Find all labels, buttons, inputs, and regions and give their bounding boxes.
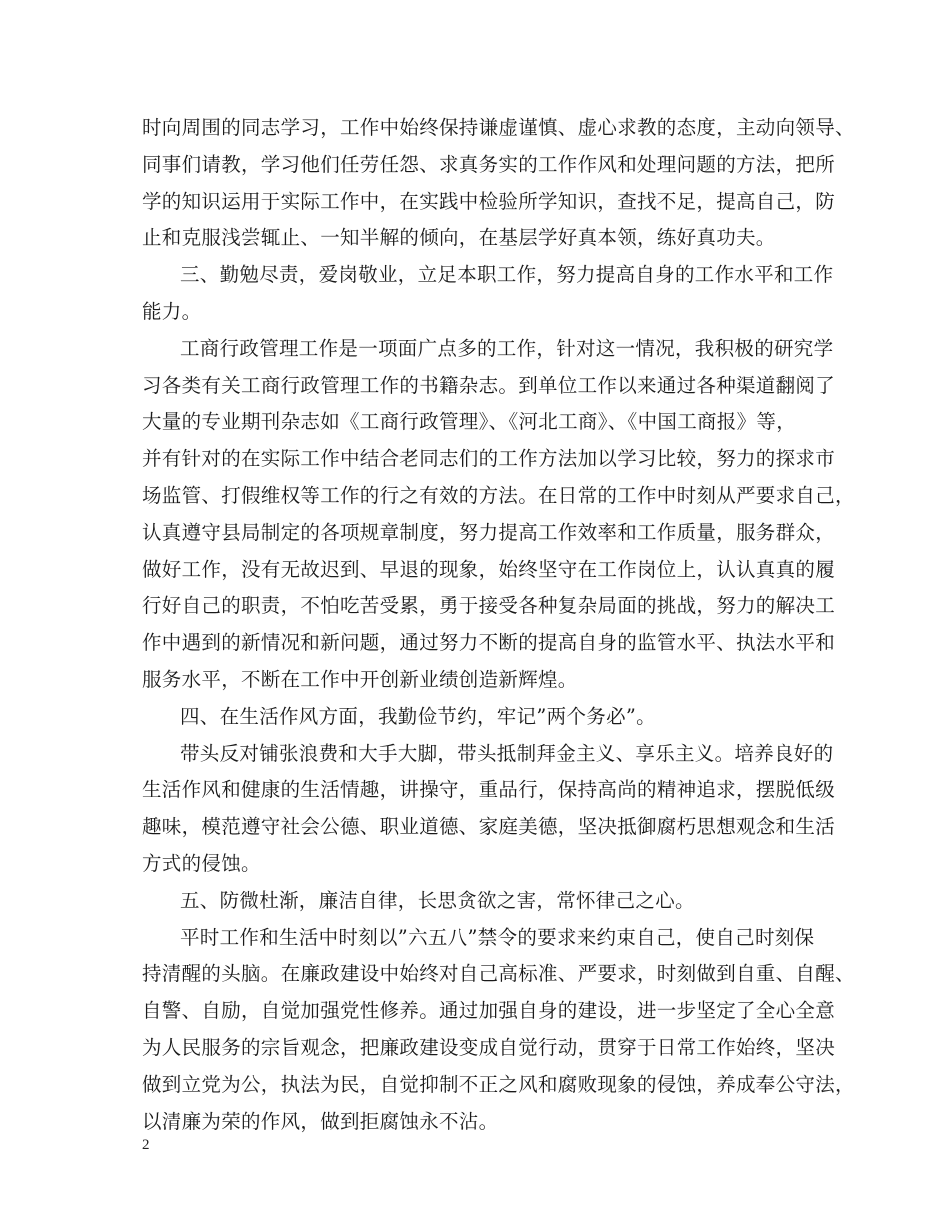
text-line: 行好自己的职责，不怕吃苦受累，勇于接受各种复杂局面的挑战，努力的解决工 xyxy=(142,594,836,618)
text-line: 为人民服务的宗旨观念，把廉政建设变成自觉行动，贯穿于日常工作始终，坚决 xyxy=(142,1036,836,1059)
text-line: 场监管、打假维权等工作的行之有效的方法。在日常的工作中时刻从严要求自己， xyxy=(142,484,855,507)
page-number: 2 xyxy=(142,1137,150,1153)
text-line: 带头反对铺张浪费和大手大脚，带头抵制拜金主义、享乐主义。培养良好的 xyxy=(180,741,834,765)
text-line: 自警、自励，自觉加强党性修养。通过加强自身的建设，进一步坚定了全心全意 xyxy=(142,999,836,1023)
text-line: 生活作风和健康的生活情趣，讲操守，重品行，保持高尚的精神追求，摆脱低级 xyxy=(142,778,836,802)
text-line: 学的知识运用于实际工作中，在实践中检验所学知识，查找不足，提高自己，防 xyxy=(142,189,836,213)
text-line: 四、在生活作风方面，我勤俭节约，牢记”两个务必”。 xyxy=(180,704,656,728)
text-line: 持清醒的头脑。在廉政建设中始终对自己高标准、严要求，时刻做到自重、自醒、 xyxy=(142,962,855,986)
text-line: 三、勤勉尽责，爱岗敬业，立足本职工作，努力提高自身的工作水平和工作 xyxy=(180,263,834,287)
text-line: 平时工作和生活中时刻以”六五八”禁令的要求来约束自己，使自己时刻保 xyxy=(180,925,815,949)
text-line: 能力。 xyxy=(142,300,202,323)
text-line: 大量的专业期刊杂志如《工商行政管理》、《河北工商》、《中国工商报》等， xyxy=(142,410,797,434)
text-line: 以清廉为荣的作风，做到拒腐蚀永不沾。 xyxy=(142,1109,499,1133)
text-line: 止和克服浅尝辄止、一知半解的倾向，在基层学好真本领，练好真功夫。 xyxy=(142,226,776,250)
text-line: 做到立党为公，执法为民，自觉抑制不正之风和腐败现象的侵蚀，养成奉公守法， xyxy=(142,1072,855,1096)
text-line: 作中遇到的新情况和新问题，通过努力不断的提高自身的监管水平、执法水平和 xyxy=(142,631,836,655)
text-line: 工商行政管理工作是一项面广点多的工作，针对这一情况，我积极的研究学 xyxy=(180,336,834,360)
text-line: 服务水平，不断在工作中开创新业绩创造新辉煌。 xyxy=(142,668,578,691)
text-line: 五、防微杜渐，廉洁自律，长思贪欲之害，常怀律己之心。 xyxy=(180,888,695,912)
text-line: 趣味，模范遵守社会公德、职业道德、家庭美德，坚决抵御腐朽思想观念和生活 xyxy=(142,815,836,839)
text-line: 同事们请教，学习他们任劳任怨、求真务实的工作作风和处理问题的方法，把所 xyxy=(142,152,836,176)
text-line: 认真遵守县局制定的各项规章制度，努力提高工作效率和工作质量，服务群众， xyxy=(142,520,836,544)
text-line: 并有针对的在实际工作中结合老同志们的工作方法加以学习比较，努力的探求市 xyxy=(142,447,836,471)
text-line: 方式的侵蚀。 xyxy=(142,852,261,875)
text-line: 习各类有关工商行政管理工作的书籍杂志。到单位工作以来通过各种渠道翻阅了 xyxy=(142,373,836,397)
text-line: 时向周围的同志学习，工作中始终保持谦虚谨慎、虚心求教的态度，主动向领导、 xyxy=(142,116,855,139)
text-line: 做好工作，没有无故迟到、早退的现象，始终坚守在工作岗位上，认认真真的履 xyxy=(142,557,836,581)
